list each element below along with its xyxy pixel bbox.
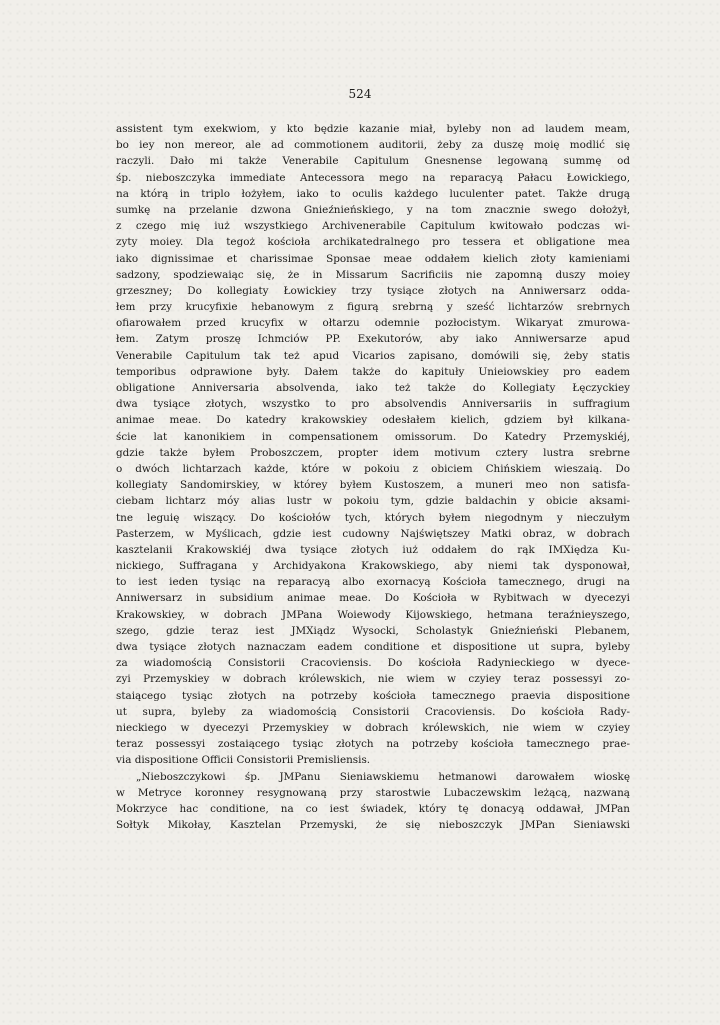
text-line: Anniwersarz in subsidium animae meae. Do Kościoła w Rybitwach w dyecezyi bbox=[116, 592, 630, 605]
text-line: kasztelanii Krakowskiéj dwa tysiące złotych iuż oddałem do rąk IMXiędza Ku- bbox=[116, 543, 630, 556]
text-line: Krakowskiey, w dobrach JMPana Woiewody Kijowskiego, hetmana teraźnieyszego, bbox=[116, 608, 630, 621]
text-line: szego, gdzie teraz iest JMXiądz Wysocki, Scholastyk Gnieźnieński Plebanem, bbox=[116, 624, 630, 637]
text-line: łem przy krucyfixie hebanowym z figurą srebrną y sześć lichtarzów srebrnych bbox=[116, 301, 630, 314]
text-line: Mokrzyce hac conditione, na co iest świadek, który tę donacyą oddawał, JMPan bbox=[116, 802, 630, 815]
text-line: temporibus odprawione były. Dałem także do kapituły Unieiowskiey pro eadem bbox=[116, 365, 630, 378]
text-line: bo iey non mereor, ale ad commotionem auditorii, żeby za duszę moię modlić się bbox=[116, 139, 630, 152]
text-line: o dwóch lichtarzach każde, które w pokoiu z obiciem Chińskiem wieszaią. Do bbox=[116, 462, 630, 475]
text-line: grzeszney; Do kollegiaty Łowickiey trzy tysiące złotych na Anniwersarz odda- bbox=[116, 284, 630, 297]
text-line: via dispositione Officii Consistorii Premisliensis. bbox=[116, 754, 371, 767]
text-line: dwa tysiące złotych, wszystko to pro absolvendis Anniversariis in suffragium bbox=[116, 398, 630, 411]
text-line: śp. nieboszczyka immediate Antecessora mego na reparacyą Pałacu Łowickiego, bbox=[116, 171, 630, 184]
text-line: Venerabile Capitulum tak też apud Vicarios zapisano, domówili się, żeby statis bbox=[116, 349, 630, 362]
text-line: teraz possessyi zostaiącego tysiąc złotych na potrzeby kościoła tamecznego prae- bbox=[116, 738, 630, 751]
text-line: sadzony, spodziewaiąc się, że in Missarum Sacrificiis nie zapomną duszy moiey bbox=[116, 268, 630, 281]
text-line: za wiadomością Consistorii Cracoviensis. Do kościoła Radynieckiego w dyece- bbox=[116, 657, 630, 670]
text-line: ście lat kanonikiem in compensationem omissorum. Do Katedry Przemyskiéj, bbox=[116, 430, 630, 443]
text-line: na którą in triplo łożyłem, iako to oculis każdego luculenter patet. Także drugą bbox=[116, 187, 630, 200]
text-line: nickiego, Suffragana y Archidyakona Krakowskiego, aby niemi tak dysponował, bbox=[116, 560, 630, 573]
text-line: z czego mię iuż wszystkiego Archivenerabile Capitulum kwitowało podczas wi- bbox=[116, 220, 630, 233]
text-line: Sołtyk Mikołay, Kasztelan Przemyski, że się nieboszczyk JMPan Sieniawski bbox=[116, 819, 630, 832]
text-line: nieckiego w dyecezyi Przemyskiey w dobrach królewskich, nie wiem w czyiey bbox=[116, 721, 630, 734]
text-line: raczyli. Dało mi także Venerabile Capitulum Gnesnense legowaną summę od bbox=[116, 155, 630, 168]
text-line: dwa tysiące złotych naznaczam eadem conditione et dispositione ut supra, byleby bbox=[116, 641, 630, 653]
text-line: zyty moiey. Dla tegoż kościoła archikatedralnego pro tessera et obligatione mea bbox=[116, 236, 630, 249]
text-line: gdzie także byłem Proboszczem, propter idem motivum cztery lustra srebrne bbox=[116, 446, 630, 459]
text-line: w Metryce koronney resygnowaną przy starostwie Lubaczewskim leżącą, nazwaną bbox=[116, 786, 630, 799]
text-line: kollegiaty Sandomirskiey, w którey byłem Kustoszem, a muneri meo non satisfa- bbox=[116, 479, 630, 492]
text-line: obligatione Anniversaria absolvenda, iako też także do Kollegiaty Łęczyckiey bbox=[116, 382, 630, 394]
text-line: zyi Przemyskiey w dobrach królewskich, nie wiem w czyiey teraz possessyi zo- bbox=[116, 673, 630, 686]
text-line: „Nieboszczykowi śp. JMPanu Sieniawskiemu hetmanowi darowałem wioskę bbox=[136, 770, 630, 783]
text-line: ut supra, byleby za wiadomością Consistorii Cracoviensis. Do kościoła Rady- bbox=[116, 705, 630, 718]
text-line: staiącego tysiąc złotych na potrzeby kościoła tamecznego praevia dispositione bbox=[116, 689, 630, 702]
text-line: animae meae. Do katedry krakowskiey odesłałem kielich, gdziem był kilkana- bbox=[116, 414, 630, 427]
body-text bbox=[116, 121, 630, 833]
page-number: 524 bbox=[348, 87, 372, 101]
text-line: sumkę na przelanie dzwona Gnieźnieńskiego, y na tom znacznie swego dołożył, bbox=[116, 203, 630, 216]
text-line: łem. Zatym proszę Ichmciów PP. Exekutorów, aby iako Anniwersarze apud bbox=[116, 333, 630, 346]
text-line: iako dignissimae et charissimae Sponsae meae oddałem kielich złoty kamieniami bbox=[116, 252, 630, 265]
text-line: to iest ieden tysiąc na reparacyą albo exornacyą Kościoła tamecznego, drugi na bbox=[116, 576, 630, 589]
text-line: ciebam lichtarz móy alias lustr w pokoiu tym, gdzie baldachin y obicie aksami- bbox=[116, 495, 630, 508]
text-line: ofiarowałem przed krucyfix w ołtarzu odemnie pozłocistym. Wikaryat zmurowa- bbox=[116, 317, 630, 330]
text-line: assistent tym exekwiom, y kto będzie kazanie miał, byleby non ad laudem meam, bbox=[116, 123, 630, 135]
text-line: Pasterzem, w Myślicach, gdzie iest cudowny Najświętszey Matki obraz, w dobrach bbox=[116, 527, 630, 540]
text-line: tne leguię wiszący. Do kościołów tych, których byłem niegodnym y nieczułym bbox=[116, 511, 630, 524]
